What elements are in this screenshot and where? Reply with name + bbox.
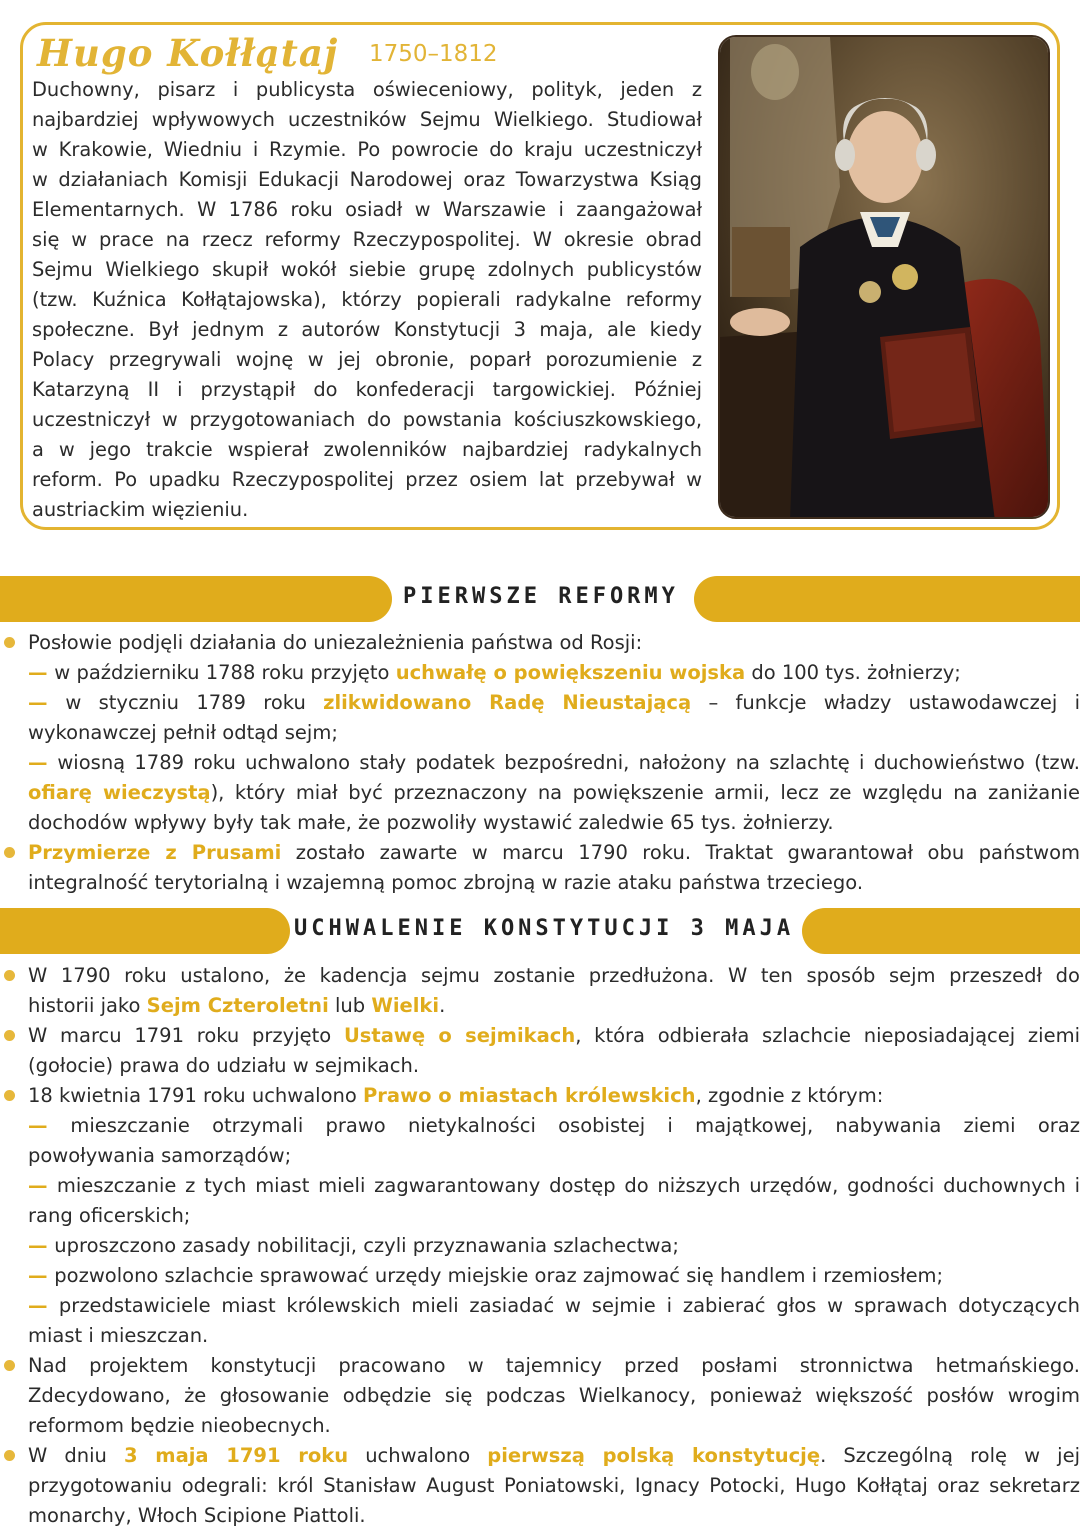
- text-segment: W 1790 roku ustalono, że kadencja sejmu zostanie przedłużona. W ten sposób sejm przeszedł do: [28, 964, 1080, 987]
- text-segment: historii jako: [28, 994, 147, 1017]
- text-line: [0, 1321, 1080, 1351]
- text-segment: Posłowie podjęli działania do uniezależnienia państwa od Rosji:: [28, 631, 643, 654]
- bio-line: Elementarnych. W 1786 roku osiadł w Warszawie i zaangażował: [32, 198, 702, 221]
- text-segment: W dniu: [28, 1444, 124, 1467]
- dash-marker: —: [28, 1294, 59, 1317]
- text-line: [0, 1171, 1080, 1201]
- text-line: [0, 748, 1080, 778]
- header-bar-left: [0, 908, 290, 954]
- bullet-icon: [4, 1090, 15, 1101]
- section-title: UCHWALENIE KONSTYTUCJI 3 MAJA: [294, 916, 795, 941]
- bullet-icon: [4, 847, 15, 858]
- dash-marker: —: [28, 1174, 57, 1197]
- text-line: [0, 991, 1080, 1021]
- section-header-konstytucja: [0, 908, 1080, 954]
- bio-line: się w prace na rzecz reformy Rzeczypospolitej. W okresie obrad: [32, 228, 702, 251]
- highlighted-term: Przymierze z Prusami: [28, 841, 282, 864]
- highlighted-term: 3 maja 1791 roku: [124, 1444, 349, 1467]
- text-segment: przygotowaniu odegrali: król Stanisław August Poniatowski, Ignacy Potocki, Hugo Kołłątaj oraz sekretarz: [28, 1474, 1080, 1497]
- text-line: [0, 1261, 1080, 1291]
- header-bar-left: [0, 576, 392, 622]
- text-line: [0, 1411, 1080, 1441]
- text-segment: lub: [328, 994, 372, 1017]
- text-line: [0, 1441, 1080, 1471]
- text-segment: , zgodnie z którym:: [695, 1084, 884, 1107]
- text-line: [0, 838, 1080, 868]
- text-line: [0, 1051, 1080, 1081]
- dash-marker: —: [28, 661, 55, 684]
- text-segment: – funkcje władzy ustawodawczej i: [691, 691, 1080, 714]
- highlighted-term: Prawo o miastach królewskich: [363, 1084, 696, 1107]
- text-segment: wykonawczej pełnił odtąd sejm;: [28, 721, 338, 744]
- text-segment: monarchy, Włoch Scipione Piattoli.: [28, 1504, 366, 1527]
- text-line: [0, 1231, 1080, 1261]
- text-line: [0, 718, 1080, 748]
- text-segment: powoływania samorządów;: [28, 1144, 292, 1167]
- text-line: [0, 868, 1080, 898]
- text-line: [0, 1141, 1080, 1171]
- highlighted-term: Ustawę o sejmikach: [343, 1024, 576, 1047]
- text-line: [0, 628, 1080, 658]
- text-segment: miast i mieszczan.: [28, 1324, 209, 1347]
- text-line: [0, 658, 1080, 688]
- text-segment: dochodów wpływy były tak małe, że pozwoliły wystawić zaledwie 65 tys. żołnierzy.: [28, 811, 834, 834]
- biography-box: [20, 22, 1060, 530]
- bullet-icon: [4, 970, 15, 981]
- text-segment: w październiku 1788 roku przyjęto: [54, 661, 396, 684]
- highlighted-term: uchwałę o powiększeniu wojska: [395, 661, 746, 684]
- text-segment: uchwalono: [348, 1444, 488, 1467]
- text-segment: rang oficerskich;: [28, 1204, 191, 1227]
- dash-marker: —: [28, 1234, 55, 1257]
- text-line: [0, 1111, 1080, 1141]
- bullet-icon: [4, 637, 15, 648]
- bio-line: Polacy przegrywali wojnę w jej obronie, poparł porozumienie z: [32, 348, 702, 371]
- dash-marker: —: [28, 751, 58, 774]
- bio-line: Duchowny, pisarz i publicysta oświeceniowy, polityk, jeden z: [32, 78, 702, 101]
- bullet-icon: [4, 1450, 15, 1461]
- text-segment: zostało zawarte w marcu 1790 roku. Traktat gwarantował obu państwom: [281, 841, 1080, 864]
- bullet-icon: [4, 1030, 15, 1041]
- dash-marker: —: [28, 1114, 71, 1137]
- text-segment: 18 kwietnia 1791 roku uchwalono: [28, 1084, 364, 1107]
- text-line: [0, 1021, 1080, 1051]
- highlighted-term: zlikwidowano Radę Nieustającą: [323, 691, 692, 714]
- section-konstytucja-content: [0, 961, 1080, 1527]
- bio-line: austriackim więzieniu.: [32, 498, 249, 521]
- text-line: [0, 1351, 1080, 1381]
- text-line: [0, 1471, 1080, 1501]
- text-segment: mieszczanie otrzymali prawo nietykalności osobistej i majątkowej, nabywania ziemi oraz: [70, 1114, 1080, 1137]
- bio-line: reform. Po upadku Rzeczypospolitej przez osiem lat przebywał w: [32, 468, 702, 491]
- text-line: [0, 1201, 1080, 1231]
- text-segment: .: [439, 994, 446, 1017]
- text-line: [0, 961, 1080, 991]
- text-segment: uproszczono zasady nobilitacji, czyli przyznawania szlachectwa;: [54, 1234, 679, 1257]
- text-segment: , która odbierała szlachcie nieposiadającej ziemi: [575, 1024, 1080, 1047]
- text-segment: integralność terytorialną i wzajemną pomoc zbrojną w razie ataku państwa trzeciego.: [28, 871, 864, 894]
- bio-line: Sejmu Wielkiego skupił wokół siebie grupę zdolnych publicystów: [32, 258, 702, 281]
- text-line: [0, 1501, 1080, 1527]
- bio-line: najbardziej wpływowych uczestników Sejmu Wielkiego. Studiował: [32, 108, 702, 131]
- header-bar-right: [802, 908, 1080, 954]
- bio-line: (tzw. Kuźnica Kołłątajowska), którzy popierali radykalne reformy: [32, 288, 702, 311]
- bullet-icon: [4, 1360, 15, 1371]
- text-line: [0, 778, 1080, 808]
- text-segment: Zdecydowano, że głosowanie odbędzie się podczas Wielkanocy, ponieważ większość posłów wrogim: [28, 1384, 1080, 1407]
- text-segment: Nad projektem konstytucji pracowano w tajemnicy przed posłami stronnictwa hetmańskiego.: [28, 1354, 1080, 1377]
- bio-line: Katarzyną II i przystąpił do konfederacji targowickiej. Później: [32, 378, 702, 401]
- text-segment: mieszczanie z tych miast mieli zagwarantowany dostęp do niższych urzędów, godności duchownych i: [56, 1174, 1080, 1197]
- bio-line: a w jego trakcie wspierał zwolenników najbardziej radykalnych: [32, 438, 702, 461]
- text-line: [0, 1081, 1080, 1111]
- highlighted-term: Wielki: [371, 994, 440, 1017]
- text-segment: . Szczególną rolę w jej: [820, 1444, 1080, 1467]
- text-line: [0, 1291, 1080, 1321]
- text-line: [0, 688, 1080, 718]
- bio-text: [32, 75, 702, 525]
- text-segment: w styczniu 1789 roku: [65, 691, 324, 714]
- bio-name: Hugo Kołłątaj: [37, 31, 339, 75]
- highlighted-term: Sejm Czteroletni: [146, 994, 329, 1017]
- bio-line: społeczne. Był jednym z autorów Konstytucji 3 maja, ale kiedy: [32, 318, 702, 341]
- text-line: [0, 808, 1080, 838]
- section-pierwsze-reformy-content: [0, 628, 1080, 898]
- section-title: PIERWSZE REFORMY: [403, 584, 679, 609]
- section-header-pierwsze-reformy: [0, 576, 1080, 622]
- text-segment: przedstawiciele miast królewskich mieli zasiadać w sejmie i zabierać głos w sprawach dotyczących: [58, 1294, 1080, 1317]
- bio-line: w działaniach Komisji Edukacji Narodowej oraz Towarzystwa Ksiąg: [32, 168, 702, 191]
- highlighted-term: ofiarę wieczystą: [28, 781, 211, 804]
- text-segment: do 100 tys. żołnierzy;: [745, 661, 961, 684]
- bio-dates: 1750–1812: [369, 41, 498, 67]
- header-bar-right: [694, 576, 1080, 622]
- dash-marker: —: [28, 691, 66, 714]
- text-segment: W marcu 1791 roku przyjęto: [28, 1024, 344, 1047]
- text-segment: wiosną 1789 roku uchwalono stały podatek bezpośredni, nałożony na szlachtę i duchowieństwo (tzw.: [57, 751, 1080, 774]
- dash-marker: —: [28, 1264, 55, 1287]
- highlighted-term: pierwszą polską konstytucję: [487, 1444, 821, 1467]
- text-segment: (gołocie) prawa do udziału w sejmikach.: [28, 1054, 420, 1077]
- text-segment: reformom będzie nieobecnych.: [28, 1414, 331, 1437]
- text-segment: ), który miał być przeznaczony na powiększenie armii, lecz ze względu na zaniżanie: [210, 781, 1080, 804]
- bio-line: uczestniczył w przygotowaniach do powstania kościuszkowskiego,: [32, 408, 702, 431]
- text-line: [0, 1381, 1080, 1411]
- bio-line: w Krakowie, Wiedniu i Rzymie. Po powrocie do kraju uczestniczył: [32, 138, 702, 161]
- text-segment: pozwolono szlachcie sprawować urzędy miejskie oraz zajmować się handlem i rzemiosłem;: [54, 1264, 944, 1287]
- portrait-image: [718, 35, 1050, 519]
